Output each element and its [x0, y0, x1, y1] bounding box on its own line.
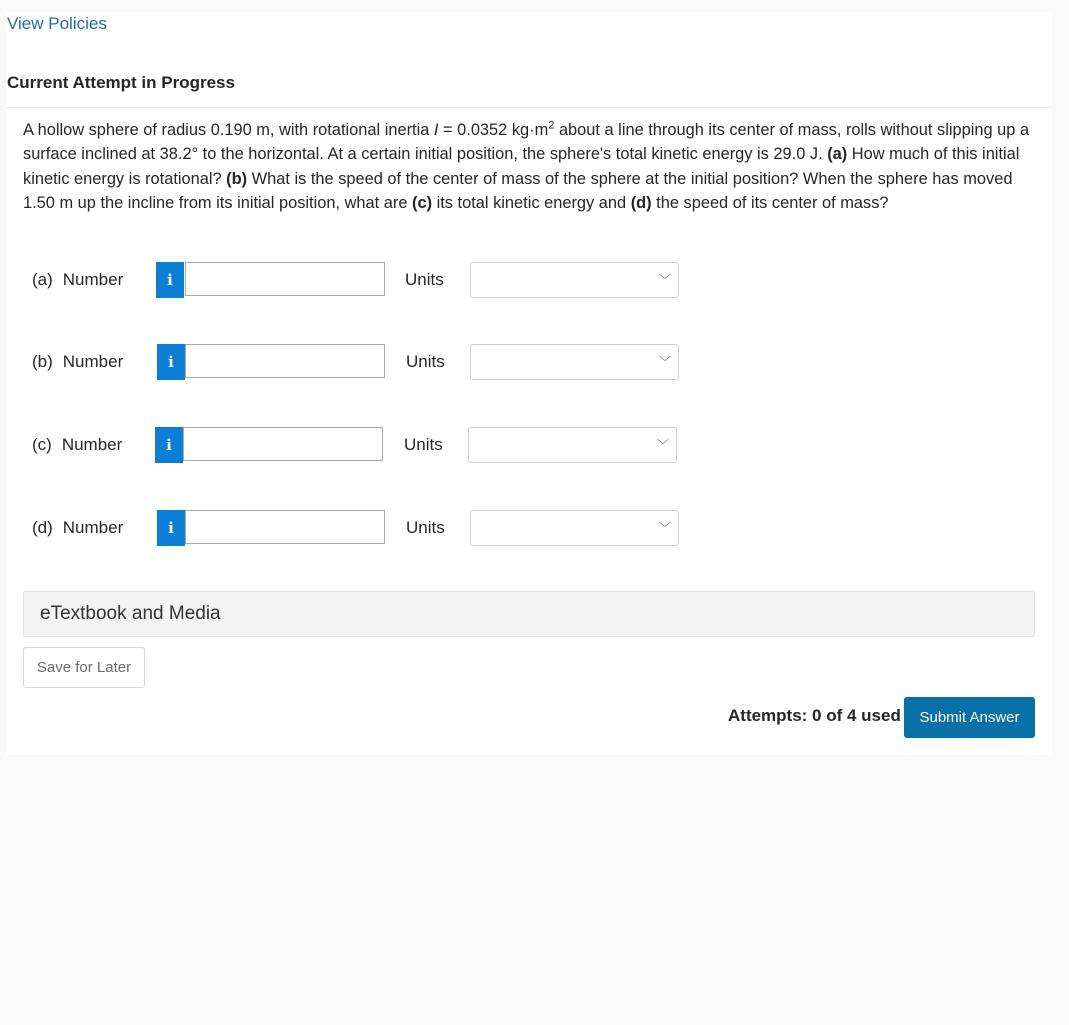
units-label: Units	[406, 352, 445, 371]
number-label: Number	[62, 518, 124, 537]
question-text-1: A hollow sphere of radius 0.190 m, with rotational inertia	[23, 121, 434, 139]
units-label: Units	[405, 270, 444, 289]
attempts-counter: Attempts: 0 of 4 used	[728, 706, 901, 725]
info-icon[interactable]: i	[155, 427, 183, 463]
question-text-5: What is the speed of the center of mass of the sphere at the initial position? When the sphere has moved 1.50 m up the incline from its initial position, what are	[23, 169, 1013, 212]
inertia-symbol: I	[433, 121, 439, 139]
etextbook-media-label: eTextbook and Media	[40, 603, 221, 624]
number-input-a[interactable]	[185, 262, 385, 296]
question-text-2: = 0.0352 kg·m	[438, 121, 549, 139]
units-select-b[interactable]	[470, 344, 679, 380]
view-policies-link[interactable]: View Policies	[7, 14, 107, 33]
units-select-a[interactable]	[470, 262, 679, 298]
part-letter: (a)	[32, 270, 53, 289]
part-b-marker: (b)	[226, 169, 248, 188]
divider	[6, 107, 1052, 108]
part-a-marker: (a)	[827, 145, 848, 164]
number-label: Number	[62, 270, 124, 289]
exponent: 2	[548, 119, 555, 132]
part-letter: (d)	[32, 518, 53, 537]
info-icon[interactable]: i	[157, 344, 185, 380]
answer-row-a	[6, 261, 706, 299]
question-text-6: its total kinetic energy and	[432, 193, 631, 212]
number-label: Number	[62, 352, 124, 371]
attempt-title: Current Attempt in Progress	[7, 73, 235, 92]
chevron-down-icon: ﹀	[658, 521, 671, 535]
part-c-marker: (c)	[412, 193, 433, 212]
chevron-down-icon: ﹀	[658, 273, 671, 287]
answer-row-d	[6, 509, 706, 547]
units-select-d[interactable]	[470, 510, 679, 546]
save-for-later-button[interactable]: Save for Later	[23, 647, 145, 688]
answer-row-c	[6, 426, 706, 464]
units-label: Units	[404, 435, 443, 454]
number-label: Number	[61, 435, 123, 454]
units-label: Units	[406, 518, 445, 537]
info-icon[interactable]: i	[156, 262, 184, 298]
part-label	[32, 270, 123, 290]
part-d-marker: (d)	[630, 193, 652, 212]
chevron-down-icon: ﹀	[656, 438, 669, 452]
submit-answer-button[interactable]: Submit Answer	[904, 697, 1035, 738]
answer-row-b	[6, 343, 706, 381]
part-letter: (b)	[32, 352, 53, 371]
number-input-c[interactable]	[183, 427, 383, 461]
number-input-d[interactable]	[185, 510, 385, 544]
info-icon[interactable]: i	[157, 510, 185, 546]
question-text-7: the speed of its center of mass?	[651, 193, 889, 212]
question-text-3: about a line through its center of mass, rolls without slipping up a surface inclined at 38.2° to the horizontal. At a certain initial position, the sphere's total kinetic energy is 29.0 J.	[23, 121, 1030, 164]
question-text	[23, 118, 1035, 215]
number-input-b[interactable]	[185, 344, 385, 378]
question-text-4: How much of this initial kinetic energy is rotational?	[23, 145, 1020, 188]
question-card	[6, 12, 1052, 755]
chevron-down-icon: ﹀	[658, 355, 671, 369]
part-letter: (c)	[32, 435, 52, 454]
units-select-c[interactable]	[468, 427, 677, 463]
part-label	[32, 518, 123, 538]
part-label	[32, 352, 123, 372]
etextbook-media-panel[interactable]	[23, 591, 1035, 637]
part-label	[32, 435, 122, 455]
